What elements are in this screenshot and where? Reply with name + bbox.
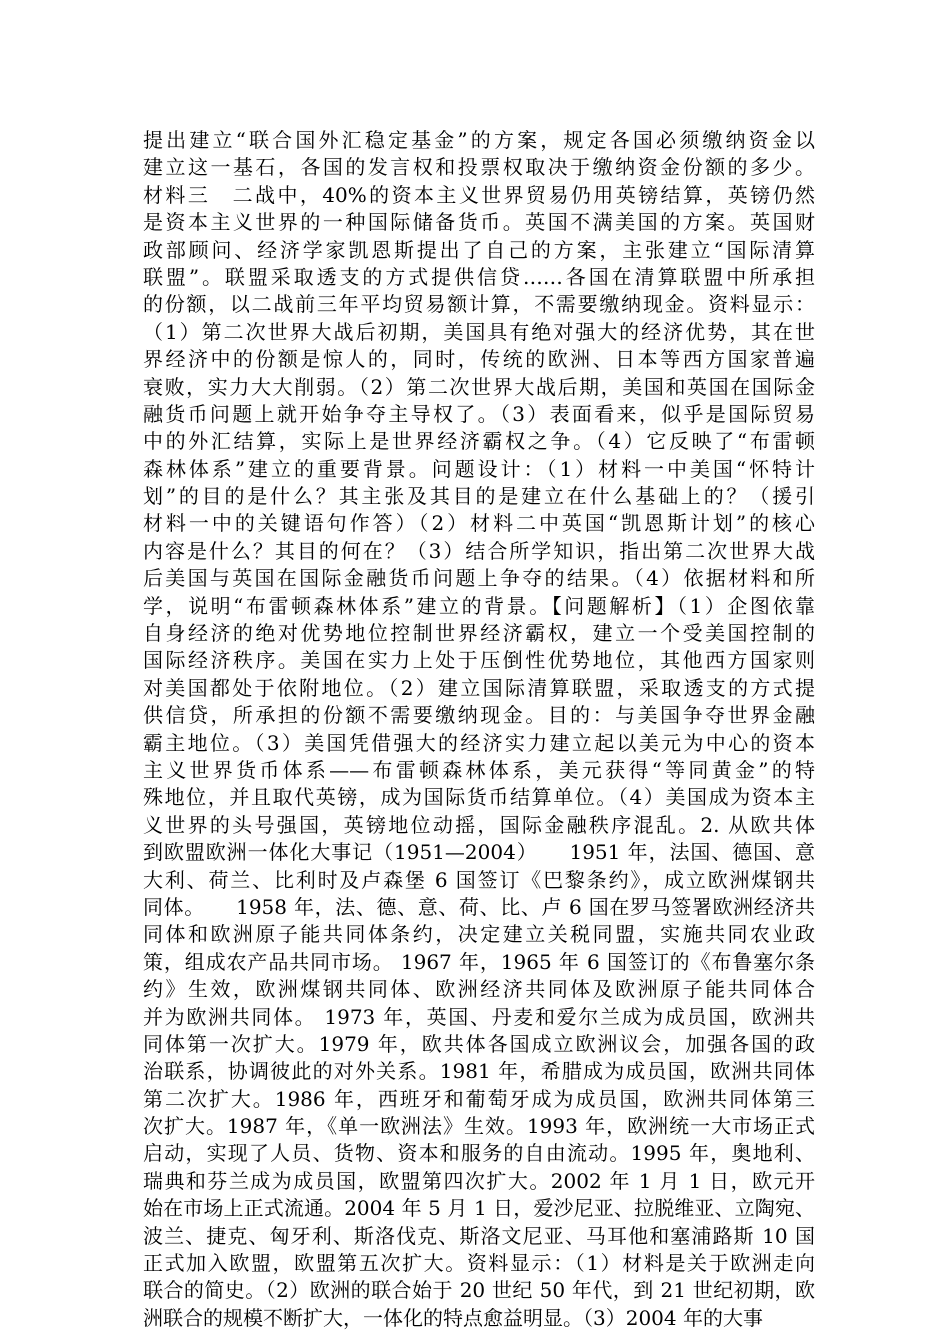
text-line: 次扩大。1987 年，《单一欧洲法》生效。1993 年，欧洲统一大市场正式: [143, 1114, 815, 1139]
text-line: 内容是什么？其目的何在？（3）结合所学知识，指出第二次世界大战: [143, 538, 815, 563]
text-line: 同体第一次扩大。1979 年，欧共体各国成立欧洲议会，加强各国的政: [143, 1031, 815, 1056]
document-page: [143, 127, 815, 1332]
text-line: 波兰、捷克、匈牙利、斯洛伐克、斯洛文尼亚、马耳他和塞浦路斯 10 国: [143, 1223, 815, 1248]
text-line: 霸主地位。（3）美国凭借强大的经济实力建立起以美元为中心的资本: [143, 730, 815, 755]
text-line: 后美国与英国在国际金融货币问题上争夺的结果。（4）依据材料和所: [143, 566, 815, 591]
text-line: 策，组成农产品共同市场。 1967 年，1965 年 6 国签订的《布鲁塞尔条: [143, 949, 815, 974]
text-line: 同体和欧洲原子能共同体条约，决定建立关税同盟，实施共同农业政: [143, 922, 815, 947]
text-line: 中的外汇结算，实际上是世界经济霸权之争。（4）它反映了“布雷顿: [143, 429, 815, 454]
text-line: 约》生效，欧洲煤钢共同体、欧洲经济共同体及欧洲原子能共同体合: [143, 977, 815, 1002]
text-line: 自身经济的绝对优势地位控制世界经济霸权，建立一个受美国控制的: [143, 621, 815, 646]
text-line: 大利、荷兰、比利时及卢森堡 6 国签订《巴黎条约》，成立欧洲煤钢共: [143, 867, 815, 892]
text-line: 是资本主义世界的一种国际储备货币。英国不满美国的方案。英国财: [143, 210, 815, 235]
text-line: 同体。 1958 年，法、德、意、荷、比、卢 6 国在罗马签署欧洲经济共: [143, 894, 815, 919]
text-line: 学，说明“布雷顿森林体系”建立的背景。【问题解析】（1）企图依靠: [143, 593, 815, 618]
text-line: 正式加入欧盟，欧盟第五次扩大。资料显示：（1）材料是关于欧洲走向: [143, 1251, 815, 1276]
text-line: 融货币问题上就开始争夺主导权了。（3）表面看来，似乎是国际贸易: [143, 401, 815, 426]
text-line: 启动，实现了人员、货物、资本和服务的自由流动。1995 年，奥地利、: [143, 1141, 815, 1166]
text-line: 衰败，实力大大削弱。（2）第二次世界大战后期，美国和英国在国际金: [143, 374, 815, 399]
text-line: 界经济中的份额是惊人的，同时，传统的欧洲、日本等西方国家普遍: [143, 347, 815, 372]
text-line: 的份额，以二战前三年平均贸易额计算，不需要缴纳现金。资料显示：: [143, 292, 815, 317]
text-line: 国际经济秩序。美国在实力上处于压倒性优势地位，其他西方国家则: [143, 648, 815, 673]
text-line: 到欧盟欧洲一体化大事记（1951—2004） 1951 年，法国、德国、意: [143, 840, 815, 865]
text-line: 提出建立“联合国外汇稳定基金”的方案，规定各国必须缴纳资金以: [143, 128, 815, 152]
text-line: 对美国都处于依附地位。（2）建立国际清算联盟，采取透支的方式提: [143, 675, 815, 700]
text-line: 并为欧洲共同体。 1973 年，英国、丹麦和爱尔兰成为成员国，欧洲共: [143, 1004, 815, 1029]
text-line: 瑞典和芬兰成为成员国，欧盟第四次扩大。2002 年 1 月 1 日，欧元开: [143, 1168, 815, 1193]
text-line: 建立这一基石，各国的发言权和投票权取决于缴纳资金份额的多少。: [143, 155, 815, 180]
text-line: 材料三 二战中，40%的资本主义世界贸易仍用英镑结算，英镑仍然: [143, 182, 815, 207]
text-line: 供信贷，所承担的份额不需要缴纳现金。目的：与美国争夺世界金融: [143, 703, 815, 728]
text-line: 联合的简史。（2）欧洲的联合始于 20 世纪 50 年代，到 21 世纪初期，欧: [143, 1278, 815, 1303]
text-line: 殊地位，并且取代英镑，成为国际货币结算单位。（4）美国成为资本主: [143, 785, 815, 810]
text-line: 政部顾问、经济学家凯恩斯提出了自己的方案，主张建立“国际清算: [143, 237, 815, 262]
text-line: 治联系，协调彼此的对外关系。1981 年，希腊成为成员国，欧洲共同体: [143, 1059, 815, 1084]
text-line: 洲联合的规模不断扩大，一体化的特点愈益明显。（3）2004 年的大事: [143, 1305, 763, 1330]
text-line: 材料一中的关键语句作答）（2）材料二中英国“凯恩斯计划”的核心: [143, 511, 815, 536]
text-line: 联盟”。联盟采取透支的方式提供信贷……各国在清算联盟中所承担: [143, 264, 815, 289]
text-line: （1）第二次世界大战后初期，美国具有绝对强大的经济优势，其在世: [143, 319, 815, 344]
text-line: 划”的目的是什么？其主张及其目的是建立在什么基础上的？（援引: [143, 484, 815, 509]
text-line: 始在市场上正式流通。2004 年 5 月 1 日，爱沙尼亚、拉脱维亚、立陶宛、: [143, 1196, 815, 1221]
text-line: 主义世界货币体系——布雷顿森林体系，美元获得“等同黄金”的特: [143, 757, 815, 782]
text-line: 义世界的头号强国，英镑地位动摇，国际金融秩序混乱。2. 从欧共体: [143, 812, 815, 837]
text-line: 第二次扩大。1986 年，西班牙和葡萄牙成为成员国，欧洲共同体第三: [143, 1086, 815, 1111]
text-line: 森林体系”建立的重要背景。问题设计：（1）材料一中美国“怀特计: [143, 456, 815, 481]
